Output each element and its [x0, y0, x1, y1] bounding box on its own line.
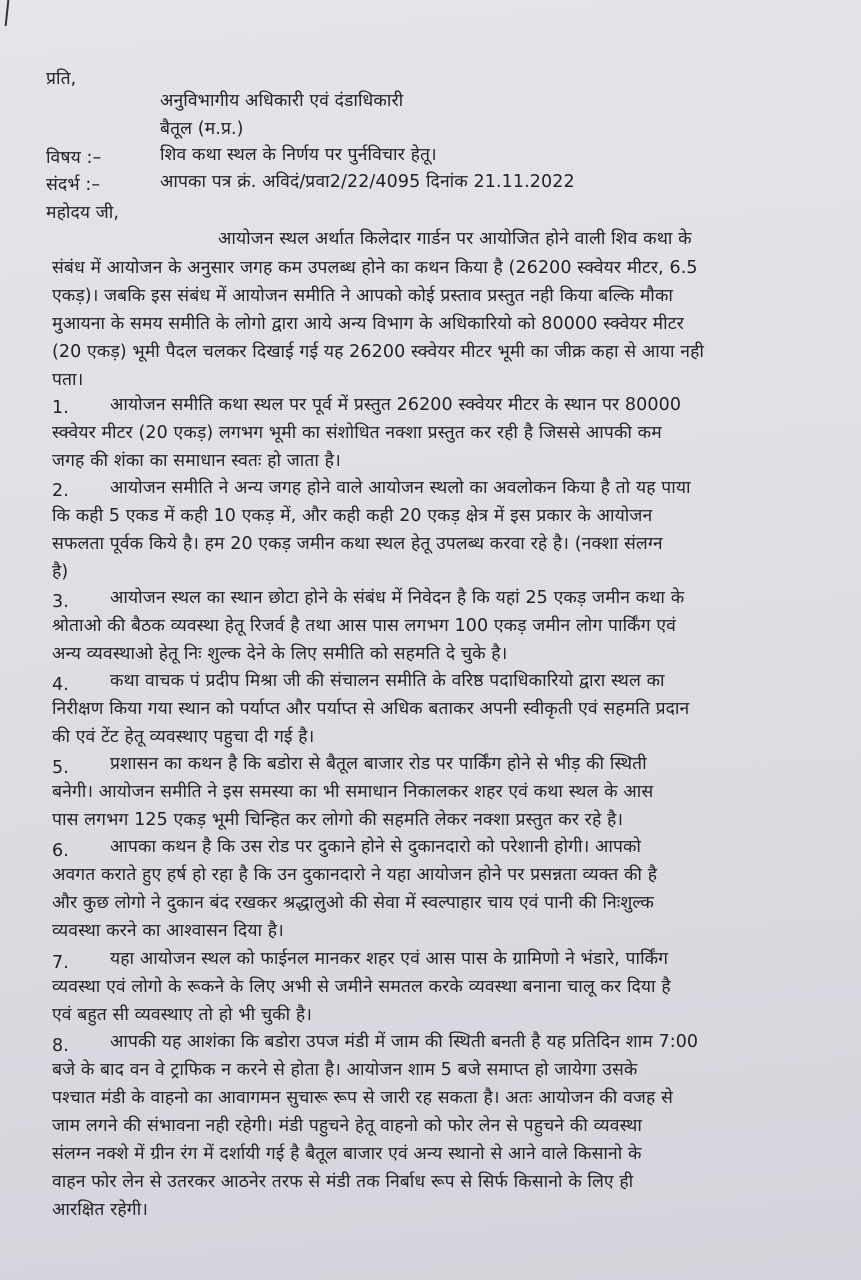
point-line: जगह की शंका का समाधान स्वतः हो जाता है।: [52, 451, 341, 471]
point-number: 6.: [52, 841, 69, 861]
point-line: जाम लगने की संभावना नही रहेगी। मंडी पहुचने हेतू वाहनो को फोर लेन से पहुचने की व्यवस्था: [52, 1116, 642, 1136]
recipient-line-2: बैतूल (म.प्र.): [160, 119, 244, 139]
point-line: एवं बहुत सी व्यवस्थाए तो हो भी चुकी है।: [52, 1005, 313, 1025]
point-number: 1.: [52, 398, 69, 418]
point-line: बनेगी। आयोजन समीति ने इस समस्या का भी समाधान निकालकर शहर एवं कथा स्थल के आस: [52, 782, 654, 802]
point-line: आयोजन समीति ने अन्य जगह होने वाले आयोजन स्थलो का अवलोकन किया है तो यह पाया: [110, 478, 691, 498]
recipient-line-1: अनुविभागीय अधिकारी एवं दंडाधिकारी: [160, 91, 404, 111]
point-line: की एवं टेंट हेतू व्यवस्थाए पहुचा दी गई है।: [52, 727, 315, 747]
point-line: बजे के बाद वन वे ट्राफिक न करने से होता है। आयोजन शाम 5 बजे समाप्त हो जायेगा उसके: [52, 1060, 638, 1080]
point-line: स्क्वेयर मीटर (20 एकड़) लगभग भूमी का संशोधित नक्शा प्रस्तुत कर रही है जिससे आपकी कम: [52, 423, 662, 443]
greeting: महोदय जी,: [46, 203, 120, 223]
point-line: आपकी यह आशंका कि बडोरा उपज मंडी में जाम की स्थिती बनती है यह प्रतिदिन शाम 7:00: [110, 1032, 699, 1052]
point-number: 2.: [52, 481, 69, 501]
point-line: पश्चात मंडी के वाहनो का आवागमन सुचारू रूप से जारी रह सकता है। अतः आयोजन की वजह से: [52, 1088, 673, 1108]
point-line: यहा आयोजन स्थल को फाईनल मानकर शहर एवं आस पास के ग्रामिणो ने भंडारे, पार्किंग: [110, 949, 669, 969]
point-line: आरक्षित रहेगी।: [52, 1200, 149, 1220]
point-line: संलग्न नक्शे में ग्रीन रंग में दर्शायी गई है बैतूल बाजार एवं अन्य स्थानो से आने वाले किसानो के: [52, 1144, 642, 1164]
point-number: 3.: [52, 592, 69, 612]
point-line: है): [52, 562, 69, 582]
intro-line: (20 एकड़) भूमी पैदल चलकर दिखाई गई यह 26200 स्क्वेयर मीटर भूमी का जीक्र कहा से आया नही: [52, 342, 705, 362]
pen-mark: [5, 0, 10, 26]
point-line: आयोजन स्थल का स्थान छोटा होने के संबंध में निवेदन है कि यहां 25 एकड़ जमीन कथा के: [110, 588, 685, 608]
point-line: अन्य व्यवस्थाओ हेतू निः शुल्क देने के लिए समीति को सहमति दे चुके है।: [52, 644, 508, 664]
intro-line: संबंध में आयोजन के अनुसार जगह कम उपलब्ध होने का कथन किया है (26200 स्क्वेयर मीटर, 6.5: [52, 258, 698, 278]
salutation-to: प्रति,: [46, 69, 77, 89]
point-line: पास लगभग 125 एकड़ भूमी चिन्हित कर लोगो की सहमति लेकर नक्शा प्रस्तुत कर रहे है।: [52, 810, 624, 830]
point-line: अवगत कराते हुए हर्ष हो रहा है कि उन दुकानदारो ने यहा आयोजन होने पर प्रसन्नता व्यक्त की है: [52, 865, 658, 885]
subject-label: विषय :–: [46, 148, 102, 168]
point-line: और कुछ लोगो ने दुकान बंद रखकर श्रद्धालुओ की सेवा में स्वल्पाहार चाय एवं पानी की निःशुल्क: [52, 893, 654, 913]
point-line: सफलता पूर्वक किये है। हम 20 एकड़ जमीन कथा स्थल हेतू उपलब्ध करवा रहे है। (नक्शा संलग्न: [52, 534, 663, 554]
point-number: 5.: [52, 758, 69, 778]
point-line: आयोजन समीति कथा स्थल पर पूर्व में प्रस्तुत 26200 स्क्वेयर मीटर के स्थान पर 80000: [110, 395, 682, 415]
subject-text: शिव कथा स्थल के निर्णय पर पुर्नविचार हेतू।: [160, 145, 437, 165]
intro-line: मुआयना के समय समीति के लोगो द्वारा आये अन्य विभाग के अधिकारियो को 80000 स्क्वेयर मीटर: [52, 314, 684, 334]
point-line: आपका कथन है कि उस रोड पर दुकाने होने से दुकानदारो को परेशानी होगी। आपको: [110, 837, 642, 857]
point-number: 4.: [52, 675, 69, 695]
point-line: निरीक्षण किया गया स्थान को पर्याप्त और पर्याप्त से अधिक बताकर अपनी स्वीकृती एवं सहमति प्रदान: [52, 699, 690, 719]
point-line: व्यवस्था करने का आश्वासन दिया है।: [52, 921, 284, 941]
point-line: वाहन फोर लेन से उतरकर आठनेर तरफ से मंडी तक निर्बाध रूप से सिर्फ किसानो के लिए ही: [52, 1172, 634, 1192]
intro-line: एकड़)। जबकि इस संबंध में आयोजन समीति ने आपको कोई प्रस्ताव प्रस्तुत नही किया बल्कि मौका: [52, 286, 674, 306]
point-line: कि कही 5 एकड में कही 10 एकड़ में, और कही कही 20 एकड़ क्षेत्र में इस प्रकार के आयोजन: [52, 506, 653, 526]
point-line: व्यवस्था एवं लोगो के रूकने के लिए अभी से जमीने समतल करके व्यवस्था बनाना चालू कर दिया है: [52, 977, 671, 997]
point-line: प्रशासन का कथन है कि बडोरा से बैतूल बाजार रोड पर पार्किंग होने से भीड़ की स्थिती: [110, 754, 647, 774]
intro-line: आयोजन स्थल अर्थात किलेदार गार्डन पर आयोजित होने वाली शिव कथा के: [218, 229, 692, 249]
point-line: श्रोताओ की बैठक व्यवस्था हेतू रिजर्व है तथा आस पास लगभग 100 एकड़ जमीन लोग पार्किंग एवं: [52, 616, 676, 636]
point-number: 8.: [52, 1036, 69, 1056]
point-line: कथा वाचक पं प्रदीप मिश्रा जी की संचालन समीति के वरिष्ठ पदाधिकारियो द्वारा स्थल का: [110, 671, 665, 691]
intro-line: पता।: [52, 370, 84, 390]
reference-label: संदर्भ :–: [46, 175, 101, 195]
reference-text: आपका पत्र क्रं. अविदं/प्रवा2/22/4095 दिनांक 21.11.2022: [160, 172, 575, 192]
point-number: 7.: [52, 953, 69, 973]
